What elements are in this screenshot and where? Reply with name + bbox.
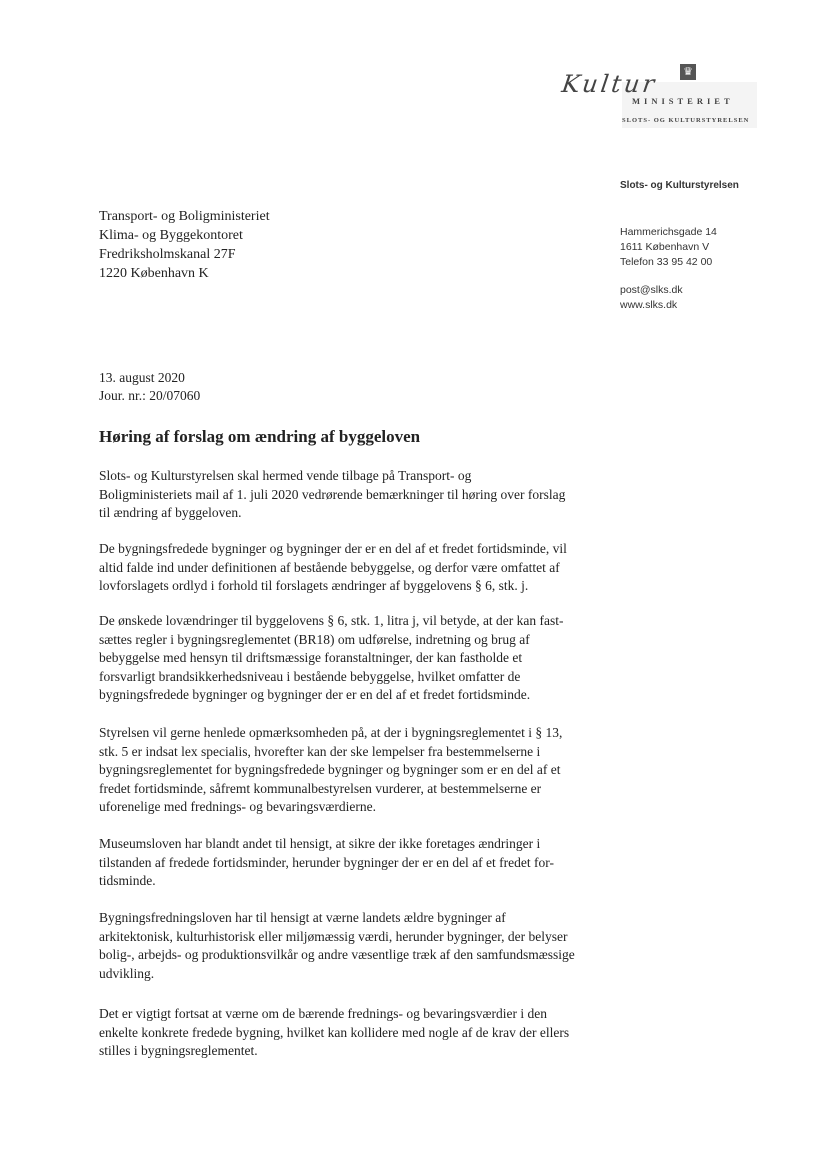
- paragraph: Det er vigtigt fortsat at værne om de bærende frednings- og bevaringsværdier i den enkelte konkrete fredede bygning, hvilket kan kollidere med nogle af de krav der ellers stilles i bygningsreglementet.: [99, 1006, 570, 1058]
- sender-contact: post@slks.dk www.slks.dk: [620, 284, 683, 311]
- logo-agency: SLOTS- OG KULTURSTYRELSEN: [622, 117, 750, 124]
- paragraph: Slots- og Kulturstyrelsen skal hermed vende tilbage på Transport- og Boligministeriets mail af 1. juli 2020 vedrørende bemærkninger til høring over forslag til ændring af byggeloven.: [99, 468, 566, 520]
- paragraph: Museumsloven har blandt andet til hensigt, at sikre der ikke foretages ændringer i tilstanden af fredede fortidsminder, herunder bygninger der er en del af et fredet for- tidsminde.: [99, 836, 554, 888]
- paragraph: De bygningsfredede bygninger og bygninger der er en del af et fredet fortidsminde, vil altid falde ind under definitionen af bestående bebyggelse, og derfor være omfattet af lovforslagets ordlyd i forhold til forslagets ændringer af byggelovens § 6, stk. j.: [99, 541, 567, 593]
- paragraph: De ønskede lovændringer til byggelovens § 6, stk. 1, litra j, vil betyde, at der kan fast- sættes regler i bygningsreglementet (BR18) om udførelse, indretning og brug af bebyggelse med hensyn til driftsmæssige foranstaltninger, der kan fastholde et forsvarligt brandsikkerhedsniveau i bestående bebyggelse, hvilket omfatter de bygningsfredede bygninger og bygninger der er en del af et fredet fortidsminde.: [99, 613, 564, 702]
- letter-title: Høring af forslag om ændring af byggeloven: [99, 427, 421, 446]
- sender-address: Hammerichsgade 14 1611 København V Telefon 33 95 42 00: [620, 226, 717, 268]
- paragraph: Styrelsen vil gerne henlede opmærksomheden på, at der i bygningsreglementet i § 13, stk. 5 er indsat lex specialis, hvorefter kan der ske lempelser fra bestemmelserne i bygningsreglementet for bygningsfredede bygninger og bygninger som er en del af et fredet fortidsminde, såfremt kommunalbestyrelsen vurderer, at bestemmelserne er uforenelige med frednings- og bevaringsværdierne.: [99, 725, 563, 814]
- logo-ministry: MINISTERIET: [632, 96, 734, 106]
- ministry-logo: [562, 60, 762, 132]
- crown-icon: ♛: [680, 64, 696, 80]
- logo-script: Kultur: [560, 70, 660, 98]
- date-and-reference: 13. august 2020 Jour. nr.: 20/07060: [99, 370, 201, 403]
- recipient-address: Transport- og Boligministeriet Klima- og Byggekontoret Fredriksholmskanal 27F 1220 København K: [99, 209, 270, 281]
- paragraph: Bygningsfredningsloven har til hensigt at værne landets ældre bygninger af arkitektonisk, kulturhistorisk eller miljømæssig værdi, herunder bygninger, der belyser bolig-, arbejds- og produktionsvilkår og andre væsentlige træk af den samfundsmæssige udvikling.: [99, 910, 575, 981]
- sender-name: Slots- og Kulturstyrelsen: [620, 180, 739, 191]
